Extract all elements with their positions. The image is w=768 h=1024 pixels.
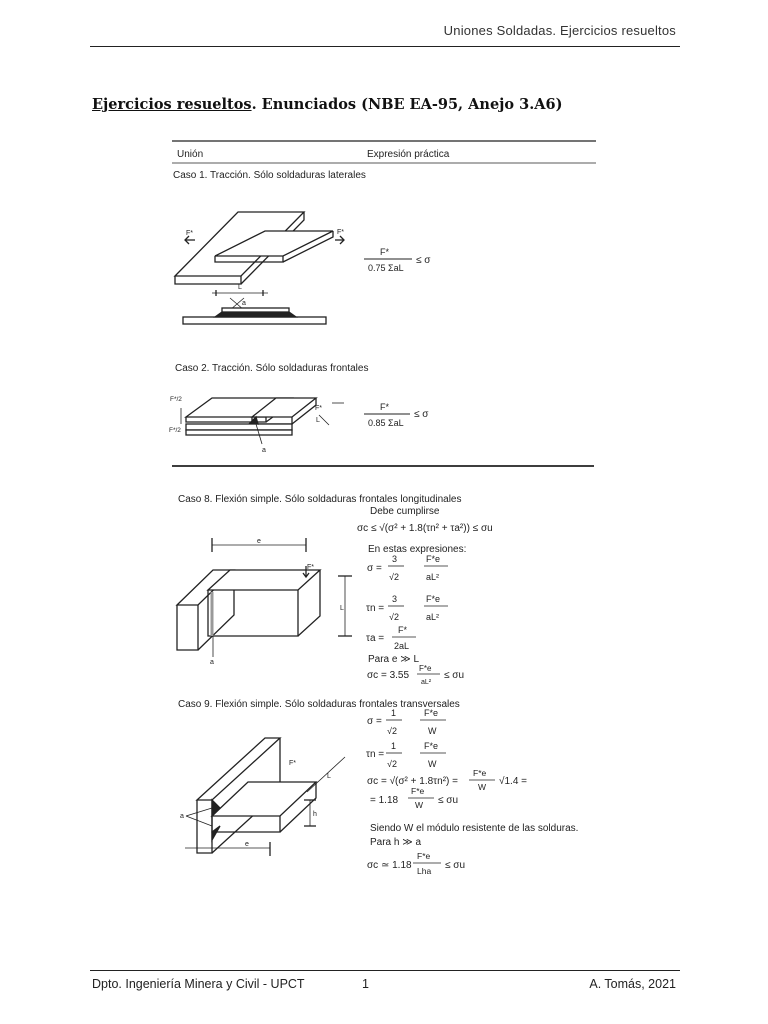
case8-taua-num: F*: [398, 625, 407, 635]
case1-title: Caso 1. Tracción. Sólo soldaduras laterales: [173, 170, 366, 181]
case9-sigmac-den: W: [478, 782, 487, 792]
footer-author: A. Tomás, 2021: [589, 977, 676, 991]
case8-final-rel: ≤ σu: [444, 670, 464, 681]
footer-page-number: 1: [362, 977, 369, 991]
case9-sigmac-lhs: σc = √(σ² + 1.8τn²) =: [367, 776, 458, 787]
case1-label-a: a: [242, 300, 246, 307]
case8-taua-lhs: τa =: [366, 633, 385, 644]
case2-label-f-half-bottom: F*/2: [169, 427, 181, 434]
case8-taun-f2-num: F*e: [426, 594, 441, 604]
case9-taun-f2-num: F*e: [424, 741, 439, 751]
case9-eq2-lhs: = 1.18: [370, 795, 399, 806]
case9-para: Para h ≫ a: [370, 837, 422, 848]
case1-formula-num: F*: [380, 247, 389, 257]
footer-department: Dpto. Ingeniería Minera y Civil - UPCT: [92, 977, 305, 991]
case8-final-lhs: σc = 3.55: [367, 670, 410, 681]
case9-sigma-f2-den: W: [428, 726, 437, 736]
case9-sigma-f1-num: 1: [391, 708, 397, 718]
case9-label-e: e: [245, 841, 249, 848]
case9-label-a: a: [180, 813, 184, 820]
case8-taun-f2-den: aL²: [426, 612, 440, 622]
case8-drawing: [177, 538, 352, 657]
case9-final-rel: ≤ σu: [445, 860, 465, 871]
case2-label-a: a: [262, 447, 266, 454]
case1-label-l: L: [238, 284, 242, 291]
case8-final-den: aL²: [421, 679, 432, 686]
case1-formula-rel: ≤ σ: [416, 255, 431, 266]
case9-eq2-den: W: [415, 800, 424, 810]
case8-label-e: e: [257, 538, 261, 545]
case2-title: Caso 2. Tracción. Sólo soldaduras frontales: [175, 363, 369, 374]
case8-sigma-f1-num: 3: [392, 554, 398, 564]
case8-taun-f1-num: 3: [392, 594, 398, 604]
case8-line3: En estas expresiones:: [368, 544, 467, 555]
case2-formula-num: F*: [380, 402, 389, 412]
page-title-rest: . Enunciados (NBE EA-95, Anejo 3.A6): [251, 96, 563, 113]
case8-line2: σc ≤ √(σ² + 1.8(τn² + τa²)) ≤ σu: [357, 523, 493, 534]
case8-para: Para e ≫ L: [368, 654, 420, 665]
case8-sigma-lhs: σ =: [367, 563, 382, 574]
case2-label-l: L: [316, 417, 320, 424]
case9-taun-lhs: τn =: [366, 749, 385, 760]
case9-sigma-f2-num: F*e: [424, 708, 439, 718]
page-title-underlined: Ejercicios resueltos: [92, 96, 252, 113]
case8-final-num: F*e: [419, 664, 432, 673]
table-col-expression: Expresión práctica: [367, 149, 450, 160]
case9-note: Siendo W el módulo resistente de las solduras.: [370, 823, 579, 834]
case9-eq2-rel: ≤ σu: [438, 795, 458, 806]
case8-sigma-f2-num: F*e: [426, 554, 441, 564]
case9-sigmac-num: F*e: [473, 768, 487, 778]
footer-rule: [90, 970, 680, 971]
case9-final-num: F*e: [417, 851, 431, 861]
case8-title: Caso 8. Flexión simple. Sólo soldaduras frontales longitudinales: [178, 494, 462, 505]
case9-title: Caso 9. Flexión simple. Sólo soldaduras frontales transversales: [178, 699, 460, 710]
case9-sigma-lhs: σ =: [367, 716, 382, 727]
case8-taua-den: 2aL: [394, 641, 410, 651]
case9-label-h: h: [313, 811, 317, 818]
case9-sigma-f1-den: √2: [387, 726, 397, 736]
case1-formula-den: 0.75 ΣaL: [368, 263, 404, 273]
case9-label-l: L: [327, 773, 331, 780]
case9-final-den: Lha: [417, 866, 432, 876]
case9-taun-f2-den: W: [428, 759, 437, 769]
case2-label-f-half-top: F*/2: [170, 396, 182, 403]
case2-formula-den: 0.85 ΣaL: [368, 418, 404, 428]
case1-label-f-left: F*: [186, 230, 193, 237]
case9-drawing: [185, 738, 345, 856]
case8-taun-f1-den: √2: [389, 612, 399, 622]
case9-taun-f1-den: √2: [387, 759, 397, 769]
case8-label-f: F*: [307, 564, 314, 571]
case9-final-lhs: σc ≃ 1.18: [367, 860, 412, 871]
case1-drawing: [175, 212, 344, 324]
case9-eq2-num: F*e: [411, 786, 425, 796]
case2-label-f-right: F*: [315, 405, 322, 412]
case2-formula-rel: ≤ σ: [414, 409, 429, 420]
case8-sigma-f2-den: aL²: [426, 572, 440, 582]
case8-label-a: a: [210, 659, 214, 666]
case8-taun-lhs: τn =: [366, 603, 385, 614]
case9-sigmac-tail: √1.4 =: [499, 776, 528, 787]
case1-label-f-right: F*: [337, 229, 344, 236]
table-col-union: Unión: [177, 149, 204, 160]
case8-line1: Debe cumplirse: [370, 506, 440, 517]
running-header: Uniones Soldadas. Ejercicios resueltos: [443, 23, 676, 38]
case8-sigma-f1-den: √2: [389, 572, 399, 582]
case9-taun-f1-num: 1: [391, 741, 397, 751]
case8-label-l: L: [340, 605, 344, 612]
case9-label-f: F*: [289, 760, 296, 767]
